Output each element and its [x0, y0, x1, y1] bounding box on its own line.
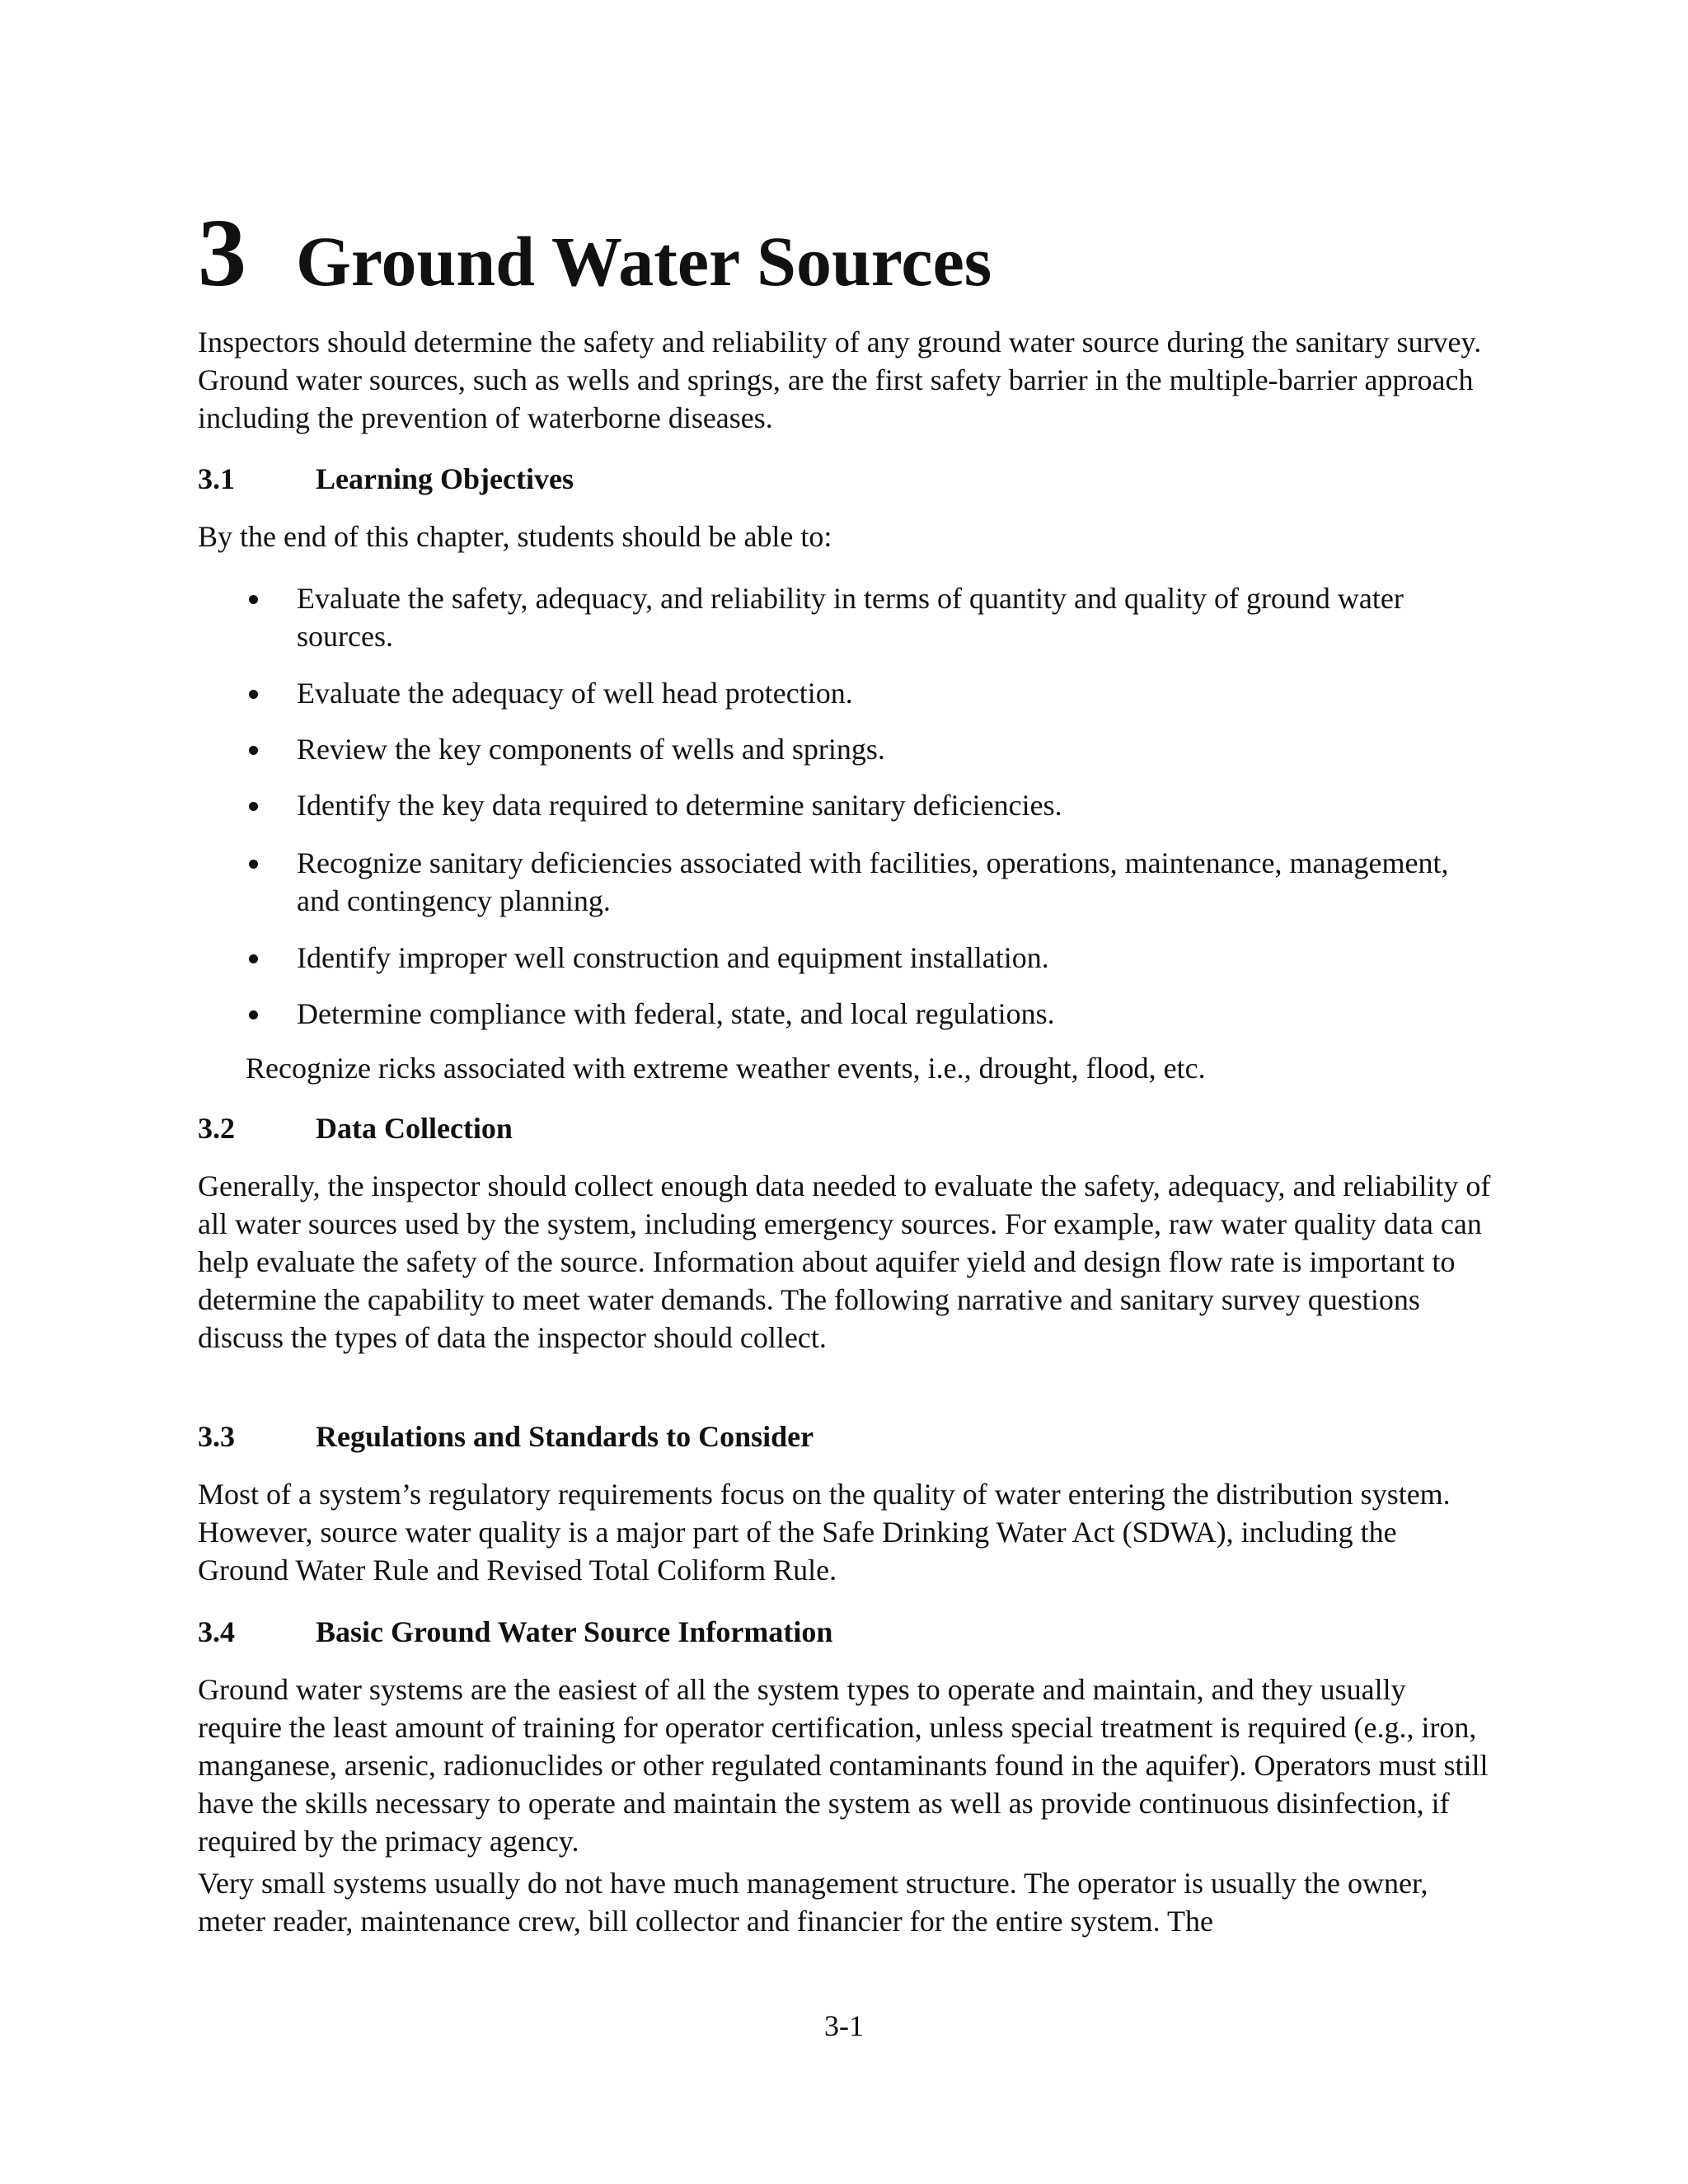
list-item	[247, 939, 1459, 977]
list-item-text: Review the key components of wells and springs.	[297, 733, 885, 766]
section-title: Regulations and Standards to Consider	[316, 1420, 814, 1453]
section-heading-learning-objectives	[198, 460, 574, 498]
section-heading-regulations	[198, 1418, 814, 1455]
section-heading-data-collection	[198, 1109, 513, 1147]
section-number: 3.4	[198, 1615, 235, 1648]
list-item-text: Identify improper well construction and equipment installation.	[297, 941, 1049, 974]
data-collection-paragraph: Generally, the inspector should collect enough data needed to evaluate the safety, adequacy, and reliability of all water sources used by the system, including emergency sources. For example, raw water quality data can help evaluate the safety of the source. Information about aquifer yield and design flow rate is important to determine the capability to meet water demands. The following narrative and sanitary survey questions discuss the types of data the inspector should collect.	[198, 1169, 1491, 1354]
section-title: Learning Objectives	[316, 462, 574, 495]
section-number: 3.1	[198, 462, 235, 495]
section-heading-basic-info	[198, 1613, 832, 1651]
list-item	[247, 730, 1459, 768]
basic-info-paragraph-2: Very small systems usually do not have much management structure. The operator is usually the owner, meter reader, maintenance crew, bill collector and financier for the entire system. The	[198, 1867, 1428, 1938]
list-item	[247, 844, 1459, 920]
intro-paragraph: Inspectors should determine the safety and reliability of any ground water source during the sanitary survey. Ground water sources, such as wells and springs, are the first safety barrier in the multiple-barrier approach including the prevention of waterborne diseases.	[198, 326, 1482, 434]
section-number: 3.3	[198, 1420, 235, 1453]
chapter-title	[198, 199, 992, 307]
list-item-text: Evaluate the adequacy of well head protection.	[297, 677, 853, 710]
list-item-text: Recognize sanitary deficiencies associated with facilities, operations, maintenance, management, and contingency planning.	[297, 846, 1449, 917]
chapter-number: 3	[198, 199, 246, 307]
list-item-text: Determine compliance with federal, state, and local regulations.	[297, 997, 1055, 1030]
list-item	[247, 995, 1459, 1033]
section-title: Data Collection	[316, 1112, 513, 1145]
basic-info-paragraph-1: Ground water systems are the easiest of all the system types to operate and maintain, and they usually require the least amount of training for operator certification, unless special treatment is required (e.g., iron, manganese, arsenic, radionuclides or other regulated contaminants found in the aquifer). Operators must still have the skills necessary to operate and maintain the system as well as provide continuous disinfection, if required by the primacy agency.	[198, 1673, 1489, 1858]
list-item	[247, 579, 1459, 655]
list-item	[247, 786, 1459, 824]
list-item	[247, 674, 1459, 712]
section-title: Basic Ground Water Source Information	[316, 1615, 833, 1648]
list-item-text: Evaluate the safety, adequacy, and reliability in terms of quantity and quality of ground water sources.	[297, 582, 1404, 653]
list-item-text: Identify the key data required to determine sanitary deficiencies.	[297, 789, 1062, 822]
objectives-lead: By the end of this chapter, students should be able to:	[198, 520, 832, 553]
section-number: 3.2	[198, 1112, 235, 1145]
chapter-heading-text: Ground Water Sources	[296, 222, 992, 301]
regulations-paragraph: Most of a system’s regulatory requirements focus on the quality of water entering the distribution system. However, source water quality is a major part of the Safe Drinking Water Act (SDWA), including the Ground Water Rule and Revised Total Coliform Rule.	[198, 1478, 1451, 1586]
page-number: 3-1	[824, 2009, 864, 2042]
objectives-trailing-line: Recognize ricks associated with extreme weather events, i.e., drought, flood, etc.	[246, 1052, 1206, 1085]
